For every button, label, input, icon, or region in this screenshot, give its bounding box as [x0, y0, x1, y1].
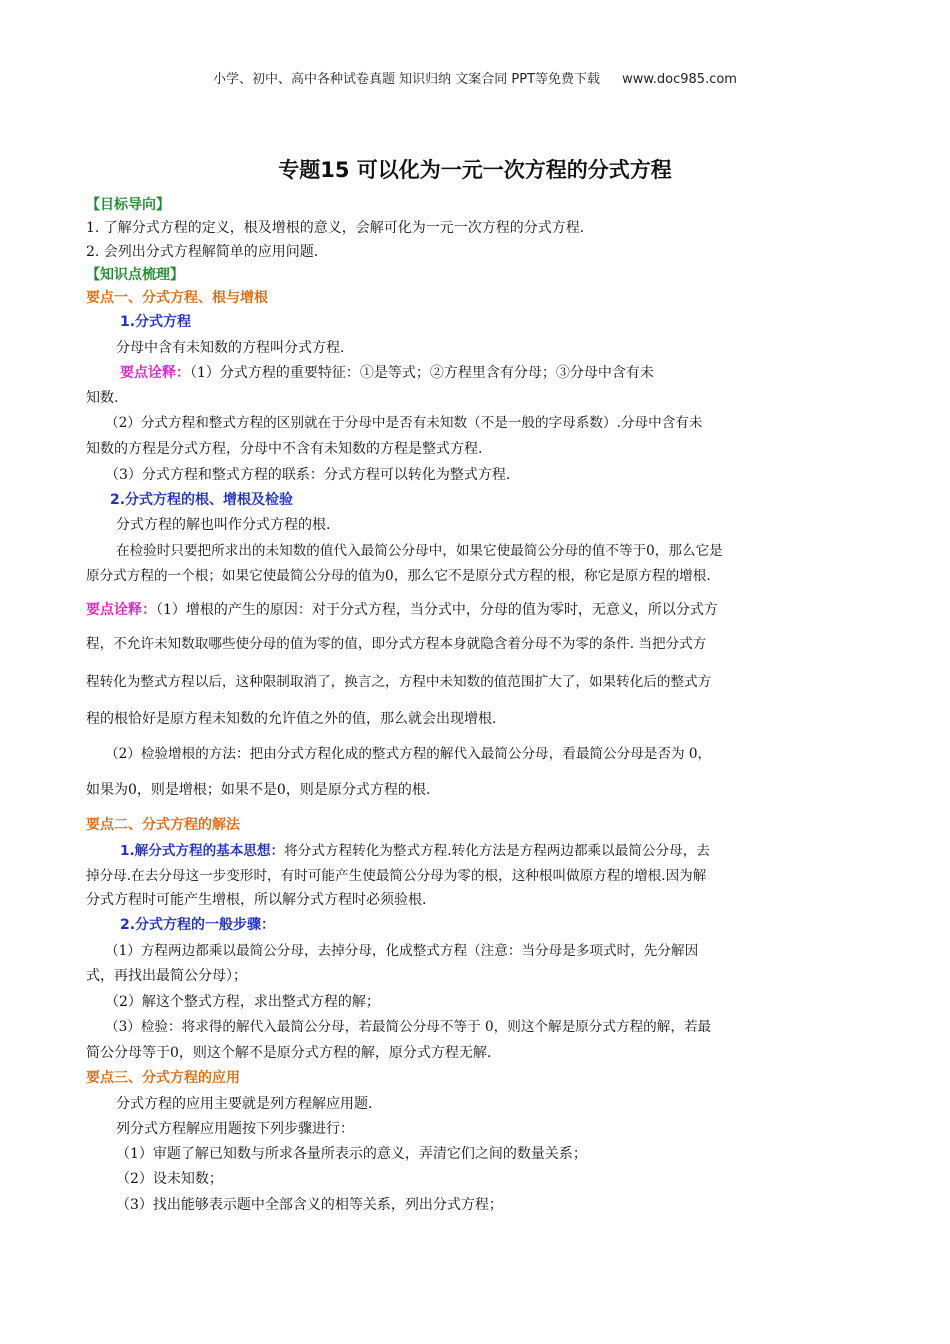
goal-item-1: 1. 了解分式方程的定义，根及增根的意义，会解可化为一元一次方程的分式方程. [86, 220, 585, 236]
point2-sub2-title: 2.分式方程的一般步骤： [120, 917, 276, 933]
note-label: 要点诠释： [86, 602, 156, 618]
point1-heading: 要点一、分式方程、根与增根 [86, 290, 268, 306]
point1-note-line-2: 知数. [86, 390, 119, 406]
point2-step3-line-2: 简公分母等于0，则这个解不是原分式方程的解，原分式方程无解. [86, 1045, 492, 1061]
knowledge-heading: 【知识点梳理】 [86, 267, 184, 283]
point3-p1: 分式方程的应用主要就是列方程解应用题. [116, 1096, 373, 1112]
page-header [0, 68, 950, 87]
point3-step-1: （1）审题了解已知数与所求各量所表示的意义，弄清它们之间的数量关系； [116, 1146, 587, 1162]
goals-heading: 【目标导向】 [86, 197, 170, 213]
point1-note-line-1 [120, 363, 654, 383]
point2-sub1-line-3: 分式方程时可能产生增根，所以解分式方程时必须验根. [86, 892, 427, 908]
point2-step1-line-2: 式，再找出最简公分母）； [86, 968, 247, 984]
point2-sub1-line-2: 掉分母.在去分母这一步变形时，有时可能产生使最简公分母为零的根，这种根叫做原方程的增根.因为解 [86, 868, 707, 884]
point1-sub2-note2-line-2: 如果为0，则是增根；如果不是0，则是原分式方程的根. [86, 782, 431, 798]
point1-note2-line-1: （2）分式方程和整式方程的区别就在于分母中是否有未知数（不是一般的字母系数）.分母中含有未 [105, 415, 703, 431]
point2-sub1-text: 将分式方程转化为整式方程.转化方法是方程两边都乘以最简公分母，去 [284, 843, 710, 859]
point2-heading: 要点二、分式方程的解法 [86, 817, 240, 833]
point1-sub2-p2-line-2: 原分式方程的一个根；如果它使最简公分母的值为0，那么它不是原分式方程的根，称它是原方程的增根. [86, 568, 711, 584]
point1-sub1-title: 1.分式方程 [120, 314, 192, 330]
point3-step-2: （2）设未知数； [116, 1171, 223, 1187]
point3-p2: 列分式方程解应用题按下列步骤进行： [116, 1121, 354, 1137]
point2-step2: （2）解这个整式方程，求出整式方程的解； [105, 994, 380, 1010]
page-title: 专题15 可以化为一元一次方程的分式方程 [278, 158, 672, 182]
point1-sub2-note-line-1 [86, 600, 718, 620]
note-text: （1）增根的产生的原因：对于分式方程，当分式中，分母的值为零时，无意义，所以分式方 [156, 602, 718, 618]
point1-sub2-note2-line-1: （2）检验增根的方法：把由分式方程化成的整式方程的解代入最简公分母，看最简公分母是否为 0， [105, 746, 712, 762]
point1-sub2-title: 2.分式方程的根、增根及检验 [110, 492, 294, 508]
point1-sub2-note-line-4: 程的根恰好是原方程未知数的允许值之外的值，那么就会出现增根. [86, 711, 497, 727]
point1-sub2-note-line-3: 程转化为整式方程以后，这种限制取消了，换言之，方程中未知数的值范围扩大了，如果转化后的整式方 [86, 674, 712, 690]
point1-sub2-p2-line-1: 在检验时只要把所求出的未知数的值代入最简公分母中，如果它使最简公分母的值不等于0，那么它是 [116, 543, 723, 559]
note-text: （1）分式方程的重要特征：①是等式；②方程里含有分母；③分母中含有未 [190, 365, 654, 381]
point2-sub1-line-1 [120, 841, 710, 861]
point3-heading: 要点三、分式方程的应用 [86, 1070, 240, 1086]
header-site-link[interactable]: www.doc985.com [622, 72, 737, 87]
point2-step3-line-1: （3）检验：将求得的解代入最简公分母，若最简公分母不等于 0，则这个解是原分式方程的解，若最 [105, 1019, 712, 1035]
header-text: 小学、初中、高中各种试卷真题 知识归纳 文案合同 PPT等免费下载 [213, 72, 601, 87]
point1-sub2-p1: 分式方程的解也叫作分式方程的根. [116, 517, 331, 533]
point1-note3: （3）分式方程和整式方程的联系：分式方程可以转化为整式方程. [105, 467, 511, 483]
point2-sub1-title: 1.解分式方程的基本思想： [120, 843, 285, 859]
goal-item-2: 2. 会列出分式方程解简单的应用问题. [86, 244, 319, 260]
point1-note2-line-2: 知数的方程是分式方程，分母中不含有未知数的方程是整式方程. [86, 441, 483, 457]
point2-step1-line-1: （1）方程两边都乘以最简公分母，去掉分母，化成整式方程（注意：当分母是多项式时，先分解因 [105, 943, 699, 959]
point1-sub2-note-line-2: 程，不允许未知数取哪些使分母的值为零的值，即分式方程本身就隐含着分母不为零的条件. 当把分式方 [86, 636, 707, 652]
point1-definition: 分母中含有未知数的方程叫分式方程. [116, 340, 345, 356]
note-label: 要点诠释： [120, 365, 190, 381]
point3-step-3: （3）找出能够表示题中全部含义的相等关系，列出分式方程； [116, 1197, 503, 1213]
